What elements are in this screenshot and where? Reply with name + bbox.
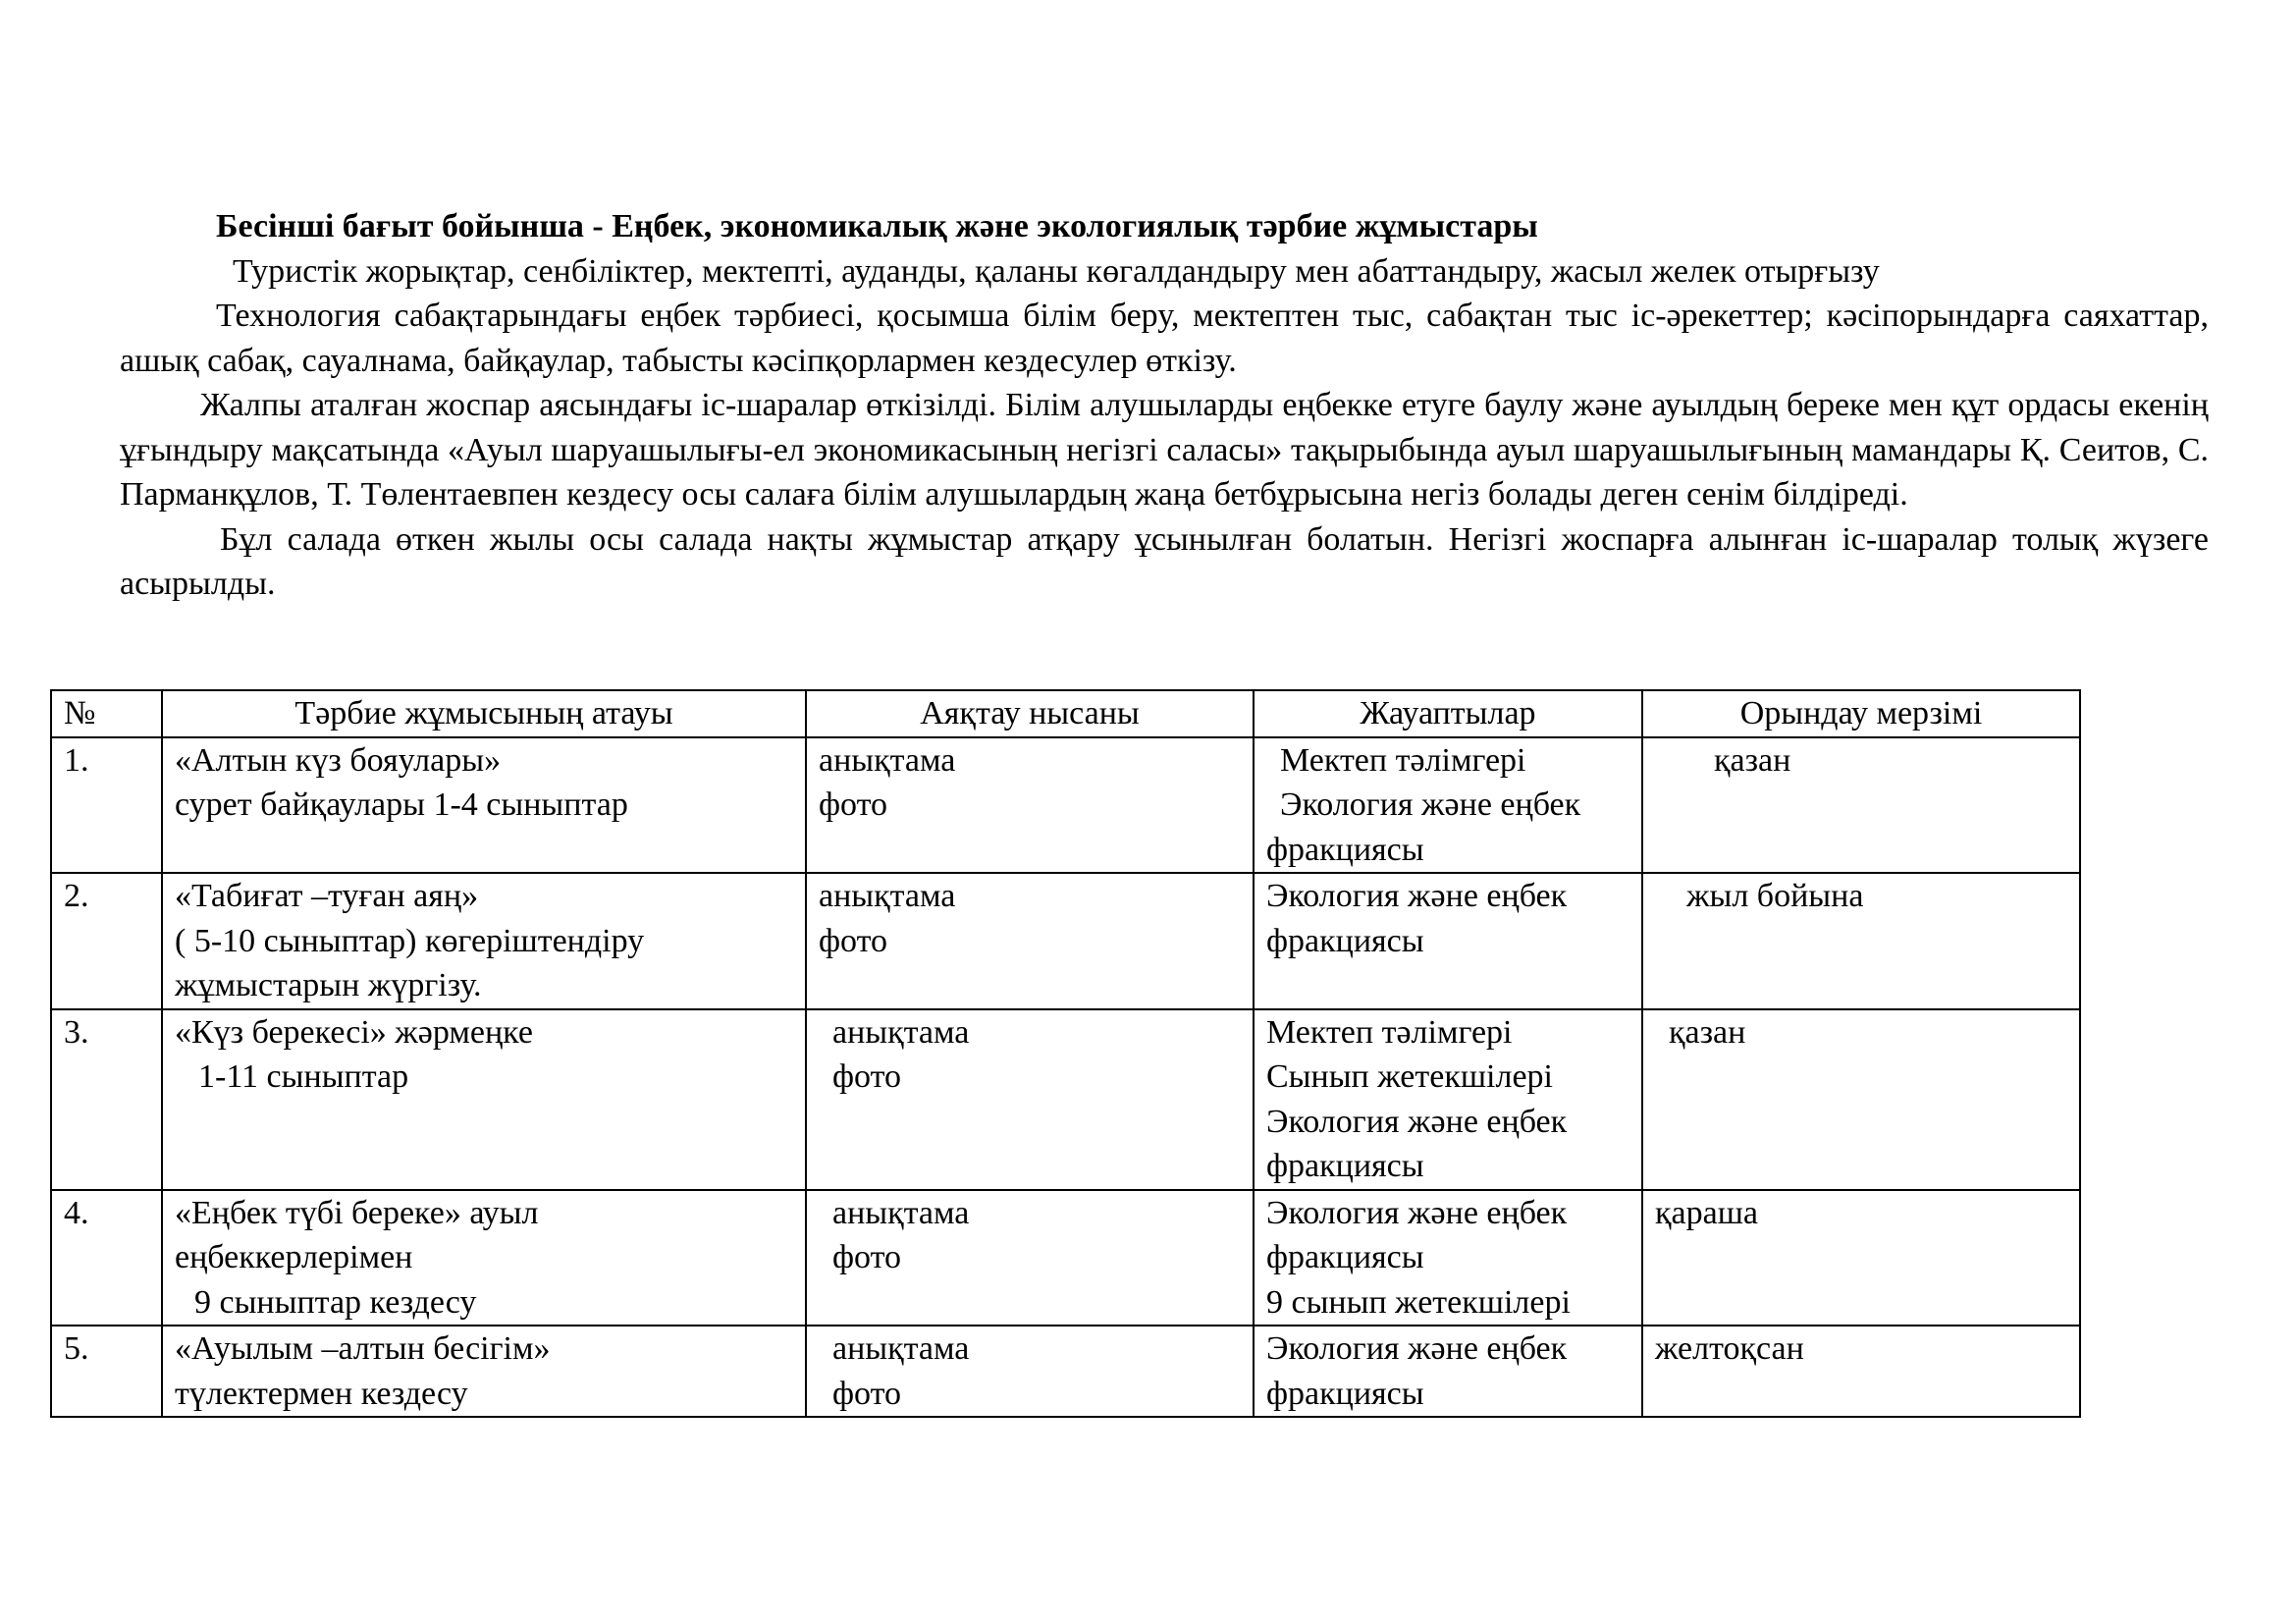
header-num: № bbox=[51, 690, 162, 737]
report-text bbox=[120, 204, 2209, 607]
table-header-row bbox=[51, 690, 2080, 737]
form-line: анықтама bbox=[832, 1194, 970, 1231]
form-line: анықтама bbox=[832, 1013, 970, 1051]
row-form bbox=[806, 1009, 1254, 1190]
section-heading: Бесінші бағыт бойынша - Еңбек, экономикалық және экологиялық тәрбие жұмыстары bbox=[216, 208, 1538, 244]
row-form bbox=[806, 1190, 1254, 1326]
responsible-line: фракциясы bbox=[1266, 1239, 1424, 1275]
responsible-line: Экология және еңбек bbox=[1266, 1103, 1568, 1140]
name-line: түлектермен кездесу bbox=[175, 1375, 468, 1412]
name-line: «Алтын күз бояулары» bbox=[175, 741, 502, 779]
form-line: анықтама bbox=[819, 741, 956, 779]
row-responsible bbox=[1254, 1326, 1642, 1417]
name-line: еңбеккерлерімен bbox=[175, 1239, 413, 1275]
row-name bbox=[162, 873, 806, 1009]
row-num: 2. bbox=[51, 873, 162, 1009]
paragraph-activities: Туристік жорықтар, сенбіліктер, мектепті, ауданды, қаланы көгалдандыру мен абаттандыру, жасыл желек отырғызу bbox=[233, 252, 1880, 290]
name-line: «Күз берекесі» жәрмеңке bbox=[175, 1013, 533, 1051]
table-row bbox=[51, 737, 2080, 874]
row-deadline: жыл бойына bbox=[1642, 873, 2080, 1009]
responsible-line: фракциясы bbox=[1266, 1375, 1424, 1412]
table-row bbox=[51, 1190, 2080, 1326]
responsible-line: Сынып жетекшілері bbox=[1266, 1058, 1553, 1095]
row-form bbox=[806, 1326, 1254, 1417]
row-deadline: қазан bbox=[1642, 1009, 2080, 1190]
activities-table bbox=[50, 689, 2081, 1418]
row-deadline: желтоқсан bbox=[1642, 1326, 2080, 1417]
row-num: 3. bbox=[51, 1009, 162, 1190]
header-responsible: Жауаптылар bbox=[1254, 690, 1642, 737]
form-line: фото bbox=[832, 1239, 901, 1275]
row-deadline: қараша bbox=[1642, 1190, 2080, 1326]
row-name bbox=[162, 1009, 806, 1190]
responsible-line: фракциясы bbox=[1266, 831, 1424, 868]
responsible-line: Экология және еңбек bbox=[1266, 1330, 1568, 1367]
name-line: сурет байқаулары 1-4 сыныптар bbox=[175, 786, 628, 823]
header-deadline: Орындау мерзімі bbox=[1642, 690, 2080, 737]
responsible-line: Мектеп тәлімгері bbox=[1280, 741, 1526, 779]
row-responsible bbox=[1254, 1190, 1642, 1326]
row-name bbox=[162, 1326, 806, 1417]
row-responsible bbox=[1254, 873, 1642, 1009]
responsible-line: Мектеп тәлімгері bbox=[1266, 1013, 1513, 1051]
form-line: фото bbox=[819, 786, 887, 823]
table-row bbox=[51, 1009, 2080, 1190]
form-line: анықтама bbox=[832, 1330, 970, 1367]
form-line: фото bbox=[832, 1375, 901, 1412]
header-name: Тәрбие жұмысының атауы bbox=[162, 690, 806, 737]
form-line: фото bbox=[819, 922, 887, 959]
paragraph-summary: Бұл салада өткен жылы осы салада нақты жұмыстар атқару ұсынылған болатын. Негізгі жоспарға алынған іс-шаралар толық жүзеге асырылды. bbox=[120, 520, 2209, 602]
row-responsible bbox=[1254, 737, 1642, 874]
form-line: анықтама bbox=[819, 878, 956, 914]
responsible-line: Экология және еңбек bbox=[1266, 1194, 1568, 1231]
paragraph-technology: Технология сабақтарындағы еңбек тәрбиесі, қосымша білім беру, мектептен тыс, сабақтан тыс іс-әрекеттер; кәсіпорындарға саяхаттар, ашық сабақ, сауалнама, байқаулар, табысты кәсіпқорлармен кездесулер өткізу. bbox=[120, 298, 2209, 379]
name-line: «Ауылым –алтын бесігім» bbox=[175, 1330, 551, 1367]
responsible-line: фракциясы bbox=[1266, 922, 1424, 959]
row-form bbox=[806, 737, 1254, 874]
row-name bbox=[162, 737, 806, 874]
row-form bbox=[806, 873, 1254, 1009]
row-name bbox=[162, 1190, 806, 1326]
paragraph-events: Жалпы аталған жоспар аясындағы іс-шаралар өткізілді. Білім алушыларды еңбекке етуге баулу және ауылдың береке мен құт ордасы екенің ұғындыру мақсатында «Ауыл шаруашылығы-ел экономикасының негізгі саласы» тақырыбында ауыл шаруашылығының мамандары Қ. Сеитов, С. Парманқұлов, Т. Төлентаевпен кездесу осы салаға білім алушылардың жаңа бетбұрысына негіз болады деген сенім білдіреді. bbox=[120, 387, 2209, 513]
responsible-line: Экология және еңбек bbox=[1266, 878, 1568, 914]
row-deadline: қазан bbox=[1642, 737, 2080, 874]
name-line: 1-11 сыныптар bbox=[198, 1058, 409, 1095]
responsible-line: Экология және еңбек bbox=[1280, 786, 1581, 823]
name-line: «Еңбек түбі береке» ауыл bbox=[175, 1194, 539, 1231]
name-line: жұмыстарын жүргізу. bbox=[175, 967, 482, 1003]
row-responsible bbox=[1254, 1009, 1642, 1190]
name-line: 9 сыныптар кездесу bbox=[194, 1283, 477, 1321]
name-line: «Табиғат –туған аяң» bbox=[175, 878, 479, 914]
responsible-line: фракциясы bbox=[1266, 1148, 1424, 1184]
row-num: 5. bbox=[51, 1326, 162, 1417]
row-num: 4. bbox=[51, 1190, 162, 1326]
form-line: фото bbox=[832, 1058, 901, 1095]
table-row bbox=[51, 1326, 2080, 1417]
name-line: ( 5-10 сыныптар) көгеріштендіру bbox=[175, 922, 645, 959]
header-form: Аяқтау нысаны bbox=[806, 690, 1254, 737]
row-num: 1. bbox=[51, 737, 162, 874]
table-row bbox=[51, 873, 2080, 1009]
responsible-line: 9 сынып жетекшілері bbox=[1266, 1283, 1571, 1321]
